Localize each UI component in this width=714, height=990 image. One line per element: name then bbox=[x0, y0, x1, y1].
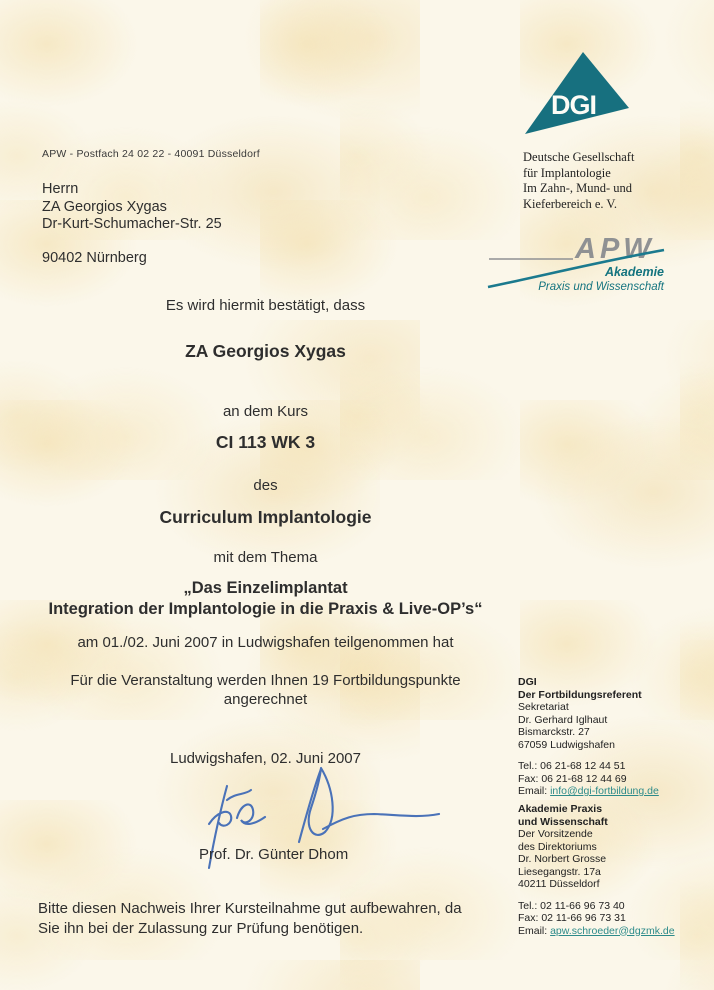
apw-contact-line: Liesegangstr. 17a bbox=[518, 865, 601, 878]
apw-contact-line: Der Vorsitzende bbox=[518, 828, 593, 840]
recipient-address-block bbox=[42, 181, 222, 267]
dgi-acronym: DGI bbox=[551, 90, 597, 120]
sender-address-line: APW - Postfach 24 02 22 - 40091 Düsseldorf bbox=[42, 148, 260, 160]
recipient-street: Dr-Kurt-Schumacher-Str. 25 bbox=[42, 216, 222, 232]
apw-contact-line: Dr. Norbert Grosse bbox=[518, 853, 607, 865]
dgi-contact-line: Dr. Gerhard Iglhaut bbox=[518, 713, 608, 726]
dgi-caption-line: Deutsche Gesellschaft bbox=[523, 150, 635, 164]
dgi-triangle-icon bbox=[521, 48, 633, 148]
dgi-tel: Tel.: 06 21-68 12 44 51 bbox=[518, 760, 626, 772]
apw-swoosh-icon bbox=[487, 231, 665, 297]
recipient-name: ZA Georgios Xygas bbox=[42, 198, 167, 215]
dgi-caption bbox=[523, 150, 634, 212]
signer-name: Prof. Dr. Günter Dhom bbox=[199, 846, 349, 863]
attendance-line: am 01./02. Juni 2007 in Ludwigshafen teilgenommen hat bbox=[77, 634, 454, 651]
contact-block-dgi bbox=[518, 676, 703, 798]
dgi-logo bbox=[521, 48, 633, 153]
apw-subtitle-1: Akademie bbox=[604, 265, 664, 279]
dgi-caption-line: für Implantologie bbox=[523, 165, 611, 180]
theme-intro-line: mit dem Thema bbox=[213, 549, 318, 566]
dgi-email-line bbox=[518, 785, 703, 798]
apw-org-line-1: Akademie Praxis bbox=[518, 803, 603, 815]
apw-contact-line: des Direktoriums bbox=[518, 840, 597, 853]
apw-logo bbox=[487, 231, 665, 302]
recipient-city: 90402 Nürnberg bbox=[42, 249, 147, 266]
dgi-email-label: Email: bbox=[518, 785, 551, 797]
points-line-2: angerechnet bbox=[223, 691, 308, 708]
apw-email-label: Email: bbox=[518, 924, 551, 937]
dgi-caption-line: Im Zahn-, Mund- und bbox=[523, 181, 633, 195]
dgi-contact-line: Sekretariat bbox=[518, 701, 569, 713]
dgi-org: DGI bbox=[518, 676, 537, 688]
dgi-fax: Fax: 06 21-68 12 44 69 bbox=[518, 772, 627, 785]
dgi-contact-line: 67059 Ludwigshafen bbox=[518, 738, 615, 751]
note-line-2: Sie ihn bei der Zulassung zur Prüfung benötigen. bbox=[38, 920, 364, 937]
apw-acronym: APW bbox=[575, 233, 655, 265]
participant-name: ZA Georgios Xygas bbox=[185, 341, 346, 361]
dgi-caption-line: Kieferbereich e. V. bbox=[523, 196, 617, 211]
points-statement bbox=[38, 671, 493, 709]
keep-certificate-note bbox=[38, 899, 462, 939]
note-line-1: Bitte diesen Nachweis Ihrer Kursteilnahme gut aufbewahren, da bbox=[38, 900, 462, 917]
apw-email-line bbox=[518, 925, 703, 938]
recipient-salutation: Herrn bbox=[42, 181, 79, 197]
of-word: des bbox=[253, 477, 278, 494]
dgi-role: Der Fortbildungsreferent bbox=[518, 688, 642, 701]
points-line-1: Für die Veranstaltung werden Ihnen 19 Fortbildungspunkte bbox=[70, 672, 461, 689]
curriculum-title: Curriculum Implantologie bbox=[159, 507, 372, 527]
course-code: CI 113 WK 3 bbox=[215, 432, 316, 452]
apw-tel: Tel.: 02 11-66 96 73 40 bbox=[518, 899, 625, 912]
intro-line: Es wird hiermit bestätigt, dass bbox=[165, 297, 366, 314]
theme-line-1: „Das Einzelimplantat bbox=[183, 579, 348, 597]
dgi-contact-line: Bismarckstr. 27 bbox=[518, 726, 590, 738]
contact-block-apw bbox=[518, 803, 703, 937]
apw-org-line-2: und Wissenschaft bbox=[518, 815, 608, 828]
apw-email-link[interactable]: apw.schroeder@dgzmk.de bbox=[550, 924, 675, 937]
course-intro-line: an dem Kurs bbox=[222, 403, 309, 420]
dgi-email-link[interactable]: info@dgi-fortbildung.de bbox=[550, 785, 659, 797]
theme-line-2: Integration der Implantologie in die Praxis & Live-OP’s“ bbox=[48, 600, 483, 618]
apw-fax: Fax: 02 11-66 96 73 31 bbox=[518, 912, 626, 924]
place-date-line: Ludwigshafen, 02. Juni 2007 bbox=[170, 750, 361, 767]
theme-title bbox=[38, 578, 493, 620]
apw-contact-line: 40211 Düsseldorf bbox=[518, 878, 600, 890]
apw-subtitle-2: Praxis und Wissenschaft bbox=[538, 281, 664, 293]
